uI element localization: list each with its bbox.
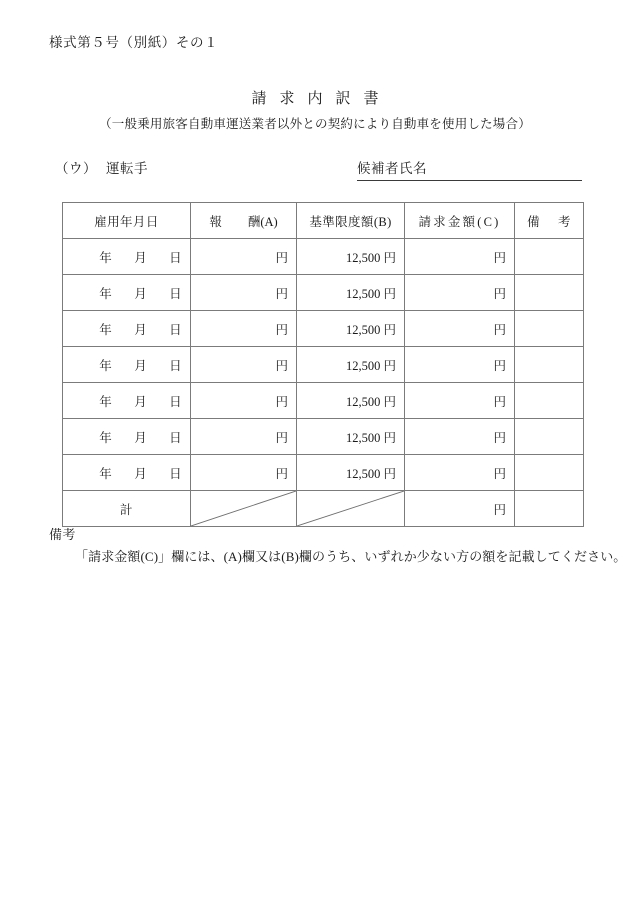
cell-claim-c[interactable]: 円: [405, 275, 515, 311]
cell-claim-c[interactable]: 円: [405, 239, 515, 275]
column-header-pay-a: [191, 203, 297, 239]
page-title: 請求内訳書: [251, 91, 392, 107]
cell-limit-b: 12,500 円: [297, 275, 405, 311]
cell-total-note[interactable]: [515, 491, 584, 527]
cell-total-limit-b-struck: [297, 491, 405, 527]
cell-pay-a[interactable]: 円: [191, 419, 297, 455]
page-subtitle: （一般乗用旅客自動車運送業者以外との契約により自動車を使用した場合）: [99, 116, 531, 131]
remarks-body: 「請求金額(C)」欄には、(A)欄又は(B)欄のうち、いずれか少ない方の額を記載してください。: [75, 549, 627, 564]
cell-note[interactable]: [515, 311, 584, 347]
table-body: [63, 239, 584, 527]
date-month: 月: [134, 358, 148, 373]
cell-employment-date[interactable]: [63, 275, 191, 311]
cell-pay-a[interactable]: 円: [191, 239, 297, 275]
section-row: [0, 157, 630, 181]
table-row: [63, 239, 584, 275]
section-label-paren: （ウ）: [55, 161, 97, 176]
cell-limit-b: 12,500 円: [297, 419, 405, 455]
date-day: 日: [169, 394, 182, 409]
table-total-row: [63, 491, 584, 527]
breakdown-table: [62, 202, 584, 527]
column-header-note: [515, 203, 584, 239]
cell-note[interactable]: [515, 455, 584, 491]
cell-note[interactable]: [515, 347, 584, 383]
table-header-row: [63, 203, 584, 239]
date-day: 日: [169, 322, 182, 337]
remarks-title: 備考: [49, 527, 76, 542]
table-row: [63, 275, 584, 311]
cell-limit-b: 12,500 円: [297, 455, 405, 491]
cell-claim-c[interactable]: 円: [405, 419, 515, 455]
cell-pay-a[interactable]: 円: [191, 383, 297, 419]
date-day: 日: [169, 430, 182, 445]
date-month: 月: [134, 430, 148, 445]
date-year: 年: [99, 250, 113, 265]
cell-pay-a[interactable]: 円: [191, 275, 297, 311]
date-month: 月: [134, 322, 148, 337]
date-year: 年: [99, 394, 113, 409]
breakdown-table-wrap: [62, 202, 583, 527]
cell-note[interactable]: [515, 383, 584, 419]
cell-employment-date[interactable]: [63, 383, 191, 419]
date-month: 月: [134, 286, 148, 301]
cell-pay-a[interactable]: 円: [191, 311, 297, 347]
cell-note[interactable]: [515, 419, 584, 455]
form-number: 様式第５号（別紙）その１: [49, 35, 219, 50]
diagonal-strike-icon: [191, 491, 296, 526]
table-row: [63, 455, 584, 491]
cell-claim-c[interactable]: 円: [405, 311, 515, 347]
diagonal-strike-icon: [297, 491, 404, 526]
cell-limit-b: 12,500 円: [297, 239, 405, 275]
cell-note[interactable]: [515, 275, 584, 311]
table-row: [63, 419, 584, 455]
cell-employment-date[interactable]: [63, 419, 191, 455]
section-label: [55, 157, 148, 177]
cell-claim-c[interactable]: 円: [405, 347, 515, 383]
date-year: 年: [99, 430, 113, 445]
date-year: 年: [99, 322, 113, 337]
cell-total-label: 計: [63, 491, 191, 527]
cell-pay-a[interactable]: 円: [191, 455, 297, 491]
column-header-pay-a-right: 酬(A): [247, 214, 278, 229]
date-day: 日: [169, 250, 182, 265]
title-block: [0, 90, 630, 132]
cell-claim-c[interactable]: 円: [405, 455, 515, 491]
table-header: [63, 203, 584, 239]
cell-employment-date[interactable]: [63, 311, 191, 347]
date-day: 日: [169, 286, 182, 301]
column-header-claim-c: 請求金額(C): [405, 203, 515, 239]
cell-pay-a[interactable]: 円: [191, 347, 297, 383]
candidate-name-label: 候補者氏名: [357, 161, 427, 176]
column-header-note-left: 備: [527, 214, 540, 229]
cell-limit-b: 12,500 円: [297, 311, 405, 347]
cell-total-pay-a-struck: [191, 491, 297, 527]
cell-limit-b: 12,500 円: [297, 347, 405, 383]
cell-claim-c[interactable]: 円: [405, 383, 515, 419]
column-header-pay-a-left: 報: [209, 214, 222, 229]
cell-limit-b: 12,500 円: [297, 383, 405, 419]
cell-total-claim-c[interactable]: 円: [405, 491, 515, 527]
date-month: 月: [134, 250, 148, 265]
remarks-section: [49, 524, 627, 565]
column-header-note-right: 考: [558, 214, 571, 229]
date-day: 日: [169, 358, 182, 373]
section-label-text: 運転手: [106, 161, 148, 176]
date-year: 年: [99, 286, 113, 301]
date-year: 年: [99, 358, 113, 373]
cell-employment-date[interactable]: [63, 239, 191, 275]
cell-employment-date[interactable]: [63, 347, 191, 383]
candidate-name-field[interactable]: [357, 157, 582, 181]
column-header-employment-date: 雇用年月日: [63, 203, 191, 239]
date-month: 月: [134, 466, 148, 481]
date-day: 日: [169, 466, 182, 481]
date-month: 月: [134, 394, 148, 409]
cell-note[interactable]: [515, 239, 584, 275]
cell-employment-date[interactable]: [63, 455, 191, 491]
table-row: [63, 347, 584, 383]
column-header-limit-b: 基準限度額(B): [297, 203, 405, 239]
table-row: [63, 311, 584, 347]
date-year: 年: [99, 466, 113, 481]
table-row: [63, 383, 584, 419]
